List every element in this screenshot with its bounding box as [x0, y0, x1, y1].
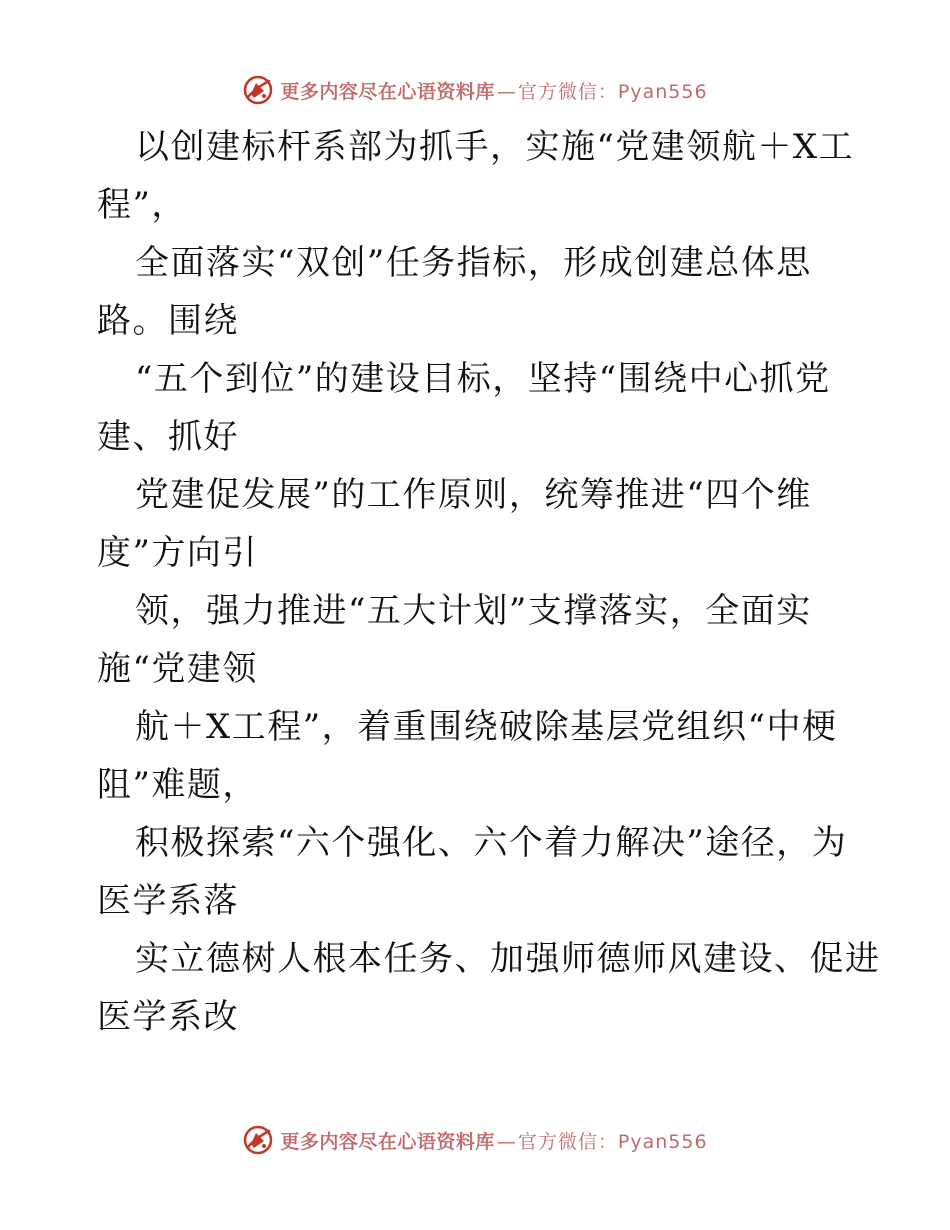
text-line: 度”方向引: [97, 533, 258, 573]
document-body: [97, 118, 881, 1046]
text-line: 阻”难题，: [97, 765, 258, 805]
pen-circle-logo-icon: [242, 1124, 274, 1156]
text-line: 航＋X工程”，着重围绕破除基层党组织“中梗: [135, 707, 838, 747]
header-banner-main: 更多内容尽在心语资料库: [280, 80, 495, 103]
text-line: 实立德树人根本任务、加强师德师风建设、促进: [135, 939, 881, 979]
header-banner: [0, 72, 950, 108]
text-line: 程”，: [97, 185, 187, 225]
text-line: 施“党建领: [97, 649, 258, 689]
text-line: 领，强力推进“五大计划”支撑落实，全面实: [135, 591, 812, 631]
footer-banner-main: 更多内容尽在心语资料库: [280, 1130, 495, 1153]
text-line: “五个到位”的建设目标，坚持“围绕中心抓党: [135, 359, 831, 399]
footer-banner-dash: —: [496, 1130, 516, 1153]
text-line: 全面落实“双创”任务指标，形成创建总体思: [135, 243, 812, 283]
header-banner-tail: 官方微信：Pyan556: [517, 80, 708, 103]
footer-banner: [0, 1122, 950, 1158]
header-banner-text: [280, 77, 707, 104]
footer-banner-tail: 官方微信：Pyan556: [517, 1130, 708, 1153]
text-line: 建、抓好: [97, 417, 239, 457]
text-line: 医学系改: [97, 997, 239, 1037]
header-banner-dash: —: [496, 80, 516, 103]
text-line: 党建促发展”的工作原则，统筹推进“四个维: [135, 475, 812, 515]
footer-banner-text: [280, 1127, 707, 1154]
text-line: 以创建标杆系部为抓手，实施“党建领航＋X工: [135, 127, 855, 167]
pen-circle-logo-icon: [242, 74, 274, 106]
text-line: 医学系落: [97, 881, 239, 921]
text-line: 积极探索“六个强化、六个着力解决”途径，为: [135, 823, 848, 863]
text-line: 路。围绕: [97, 301, 239, 341]
